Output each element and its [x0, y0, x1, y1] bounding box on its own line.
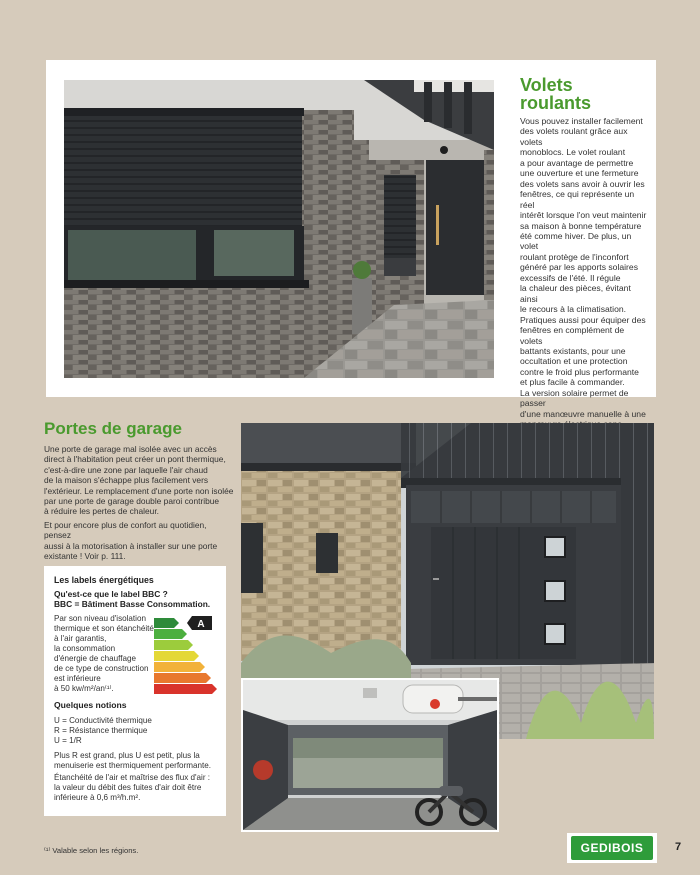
labels-heading: Les labels énergétiques: [54, 575, 154, 585]
text-line: La version solaire permet de passer: [520, 387, 629, 409]
energy-bar-2: [154, 629, 187, 639]
text-line: Pratiques aussi pour équiper des: [520, 314, 646, 325]
text-line: inférieure à 0,6 m³/h.m².: [54, 793, 141, 803]
bbc-text: [54, 614, 156, 694]
text-line: une ouverture et une fermeture: [520, 168, 639, 179]
garage-interior-photo: [241, 678, 499, 832]
portes-de-garage-title: Portes de garage: [44, 419, 182, 438]
r-definition: R = Résistance thermique: [54, 726, 148, 735]
volets-roulants-panel: [46, 60, 656, 419]
volets-roulants-title: [520, 76, 650, 112]
energy-class-letter: A: [197, 619, 205, 630]
volets-roulants-photo: [64, 80, 494, 378]
text-line: roulant protège de l'inconfort: [520, 251, 629, 262]
energy-bar-5: [154, 662, 205, 672]
volets-title-line2: roulants: [520, 93, 592, 113]
energy-bar-1: [154, 618, 179, 628]
text-line: c'est-à-dire une zone par laquelle l'air chaud: [44, 464, 208, 475]
text-line: des volets sans avoir à ouvrir les: [520, 178, 645, 189]
text-line: d'une manœuvre manuelle à une: [520, 408, 646, 419]
text-line: aussi à la motorisation à installer sur une porte: [44, 540, 218, 551]
text-line: et plus facile à commander.: [520, 377, 625, 388]
text-line: intérêt lorsque l'on veut maintenir: [520, 210, 647, 221]
energy-bar-4: [154, 651, 199, 661]
text-line: fenêtres en complément de volets: [520, 325, 625, 346]
text-line: contre le froid plus performante: [520, 366, 639, 377]
text-line: la chaleur des pièces, évitant ainsi: [520, 283, 631, 304]
text-line: des volets roulant grâce aux volets: [520, 126, 628, 147]
energy-bar-6: [154, 673, 211, 683]
garage-paragraph-1: [44, 444, 234, 517]
text-line: Et pour encore plus de confort au quotidien, pensez: [44, 520, 207, 541]
text-line: la consommation: [54, 644, 116, 654]
notions-heading: Quelques notions: [54, 700, 127, 710]
gedibois-logo: [567, 833, 657, 863]
text-line: sa maison à bonne température: [520, 220, 642, 231]
bbc-question: Qu'est-ce que le label BBC ?: [54, 589, 168, 599]
text-line: généré par les apports solaires: [520, 262, 638, 273]
air-tightness-explanation: [54, 773, 222, 803]
text-line: battants existants, pour une: [520, 345, 626, 356]
text-line: menuiserie est thermiquement performante.: [54, 761, 212, 771]
text-line: Étanchéité de l'air et maîtrise des flux d'air :: [54, 773, 211, 782]
text-line: par une porte de garage double paroi contribue: [44, 496, 220, 507]
energy-scale: [154, 616, 224, 696]
text-line: d'énergie de chauffage: [54, 654, 136, 664]
text-line: fenêtres, ce qui représente un réel: [520, 189, 635, 210]
text-line: monoblocs. Le volet roulant: [520, 147, 626, 158]
text-line: le recours à la climatisation.: [520, 304, 627, 315]
energy-bar-3: [154, 640, 193, 650]
volets-roulants-text: [520, 116, 648, 451]
text-line: à l'air garantis,: [54, 634, 107, 644]
text-line: l'extérieur. Le remplacement d'une porte non isolée: [44, 485, 234, 496]
text-line: direct à l'habitation peut créer un pont thermique,: [44, 454, 226, 465]
text-line: Une porte de garage mal isolée avec un accès: [44, 444, 217, 454]
text-line: excessifs de l'été. Il régule: [520, 272, 621, 283]
text-line: à 50 kw/m²/an⁽¹⁾.: [54, 684, 114, 694]
text-line: de ce type de construction: [54, 664, 149, 674]
text-line: Plus R est grand, plus U est petit, plus la: [54, 751, 200, 760]
text-line: existante ! Voir p. 111.: [44, 551, 126, 562]
text-line: est inférieure: [54, 674, 101, 684]
text-line: à réduire les pertes de chaleur.: [44, 506, 159, 517]
text-line: thermique et son étanchéité: [54, 624, 154, 634]
r-explanation: [54, 751, 222, 771]
bbc-definition: BBC = Bâtiment Basse Consommation.: [54, 599, 211, 609]
energy-bar-7: [154, 684, 217, 694]
text-line: a pour avantage de permettre: [520, 157, 634, 168]
labels-energetiques-box: [44, 566, 226, 816]
garage-paragraph-2: [44, 520, 234, 562]
text-line: été comme hiver. De plus, un volet: [520, 230, 632, 252]
u-definition: U = Conductivité thermique: [54, 716, 152, 725]
volets-title-line1: Volets: [520, 75, 573, 95]
text-line: la valeur du débit des fuites d'air doit être: [54, 783, 202, 793]
text-line: Vous pouvez installer facilement: [520, 116, 643, 126]
text-line: de la maison s'échappe plus facilement vers: [44, 475, 209, 486]
u-r-relation: U = 1/R: [54, 736, 82, 745]
text-line: occultation et une protection: [520, 356, 628, 367]
footnote: ⁽¹⁾ Valable selon les régions.: [44, 846, 139, 855]
page-number: 7: [675, 841, 682, 853]
gedibois-logo-text: GEDIBOIS: [571, 836, 653, 860]
text-line: Par son niveau d'isolation: [54, 614, 146, 623]
